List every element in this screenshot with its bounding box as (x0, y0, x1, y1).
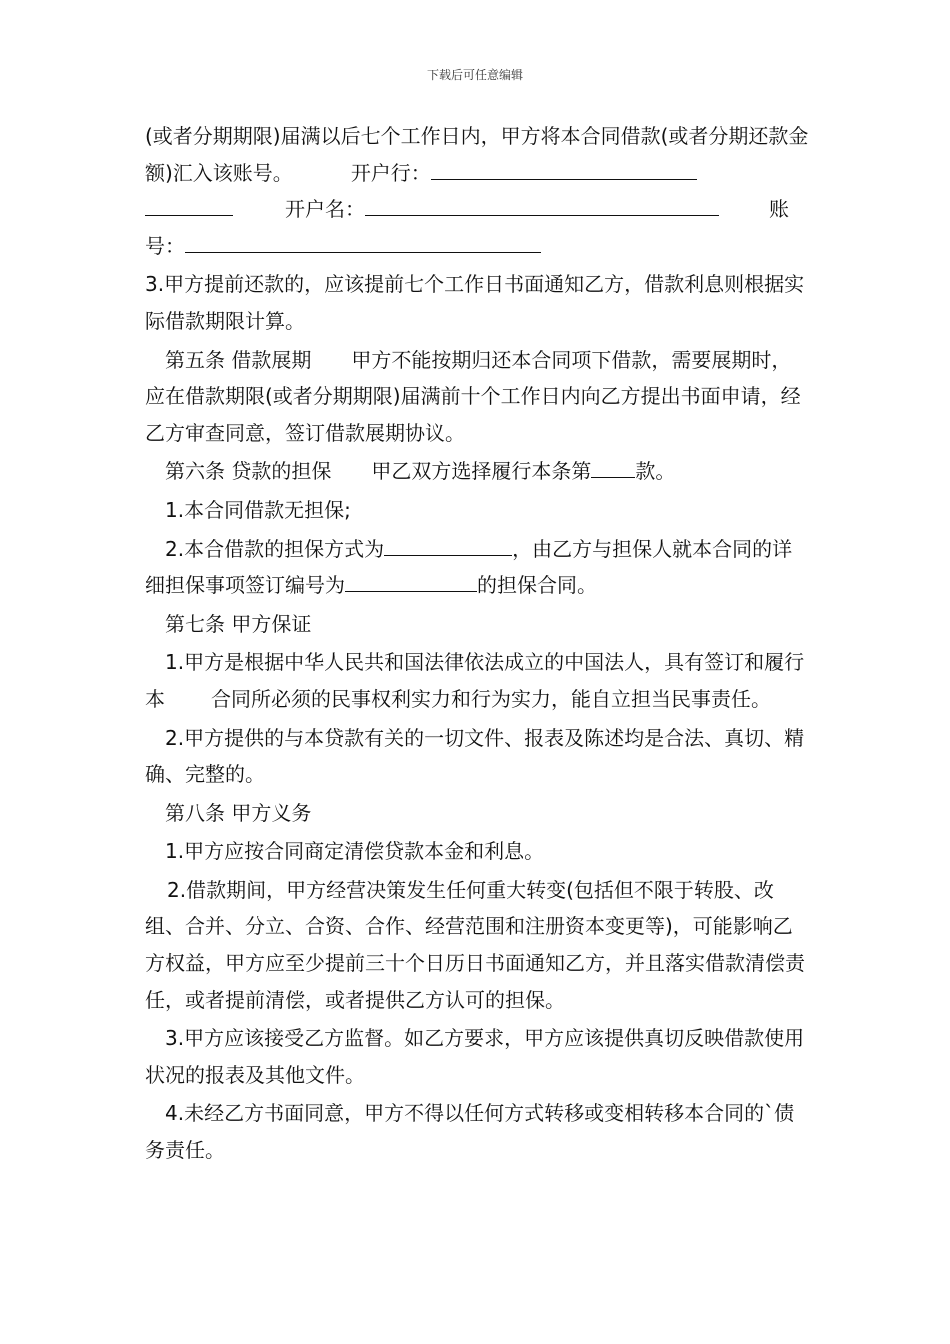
article-7-item-1-text-b: 合同所必须的民事权利实力和行为实力，能自立担当民事责任。 (211, 686, 771, 711)
bank-label: 开户行： (350, 160, 431, 185)
article-8-title-text: 第八条 甲方义务 (165, 800, 312, 825)
account-number-blank (185, 230, 541, 253)
article-5-body: 甲方不能按期归还本合同项下借款，需要展期时，应在借款期限(或者分期期限)届满前十个工作日内向乙方提出书面申请，经乙方审查同意，签订借款展期协议。 (145, 347, 801, 445)
article-6-body-b: 款。 (635, 459, 676, 484)
article-7-item-1 (145, 644, 809, 717)
article-7-title (145, 606, 809, 643)
article-6 (145, 453, 809, 490)
article-6-body-a: 甲乙双方选择履行本条第 (371, 459, 592, 484)
article-7-title-text: 第七条 甲方保证 (165, 611, 312, 636)
article-7-item-2-text: 2.甲方提供的与本贷款有关的一切文件、报表及陈述均是合法、真切、精确、完整的。 (145, 725, 805, 787)
article-8-title (145, 795, 809, 832)
document-body (145, 118, 809, 1169)
article-6-item-2-text-a: 2.本合借款的担保方式为 (165, 536, 385, 561)
article-8-item-2 (145, 872, 809, 1018)
article-6-blank (591, 455, 635, 478)
paragraph-text: (或者分期期限)届满以后七个工作日内，甲方将本合同借款(或者分期还款金额)汇入该账号。 (145, 124, 809, 185)
page-header: 下载后可任意编辑 (426, 68, 523, 82)
article-6-item-2-text-b: ，由乙方与担保人就本合同的详细担保事项签订编号为 (145, 536, 793, 598)
article-7-item-1-text-a: 1.甲方是根据中华人民共和国法律依法成立的中国法人，具有签订和履行本 (145, 650, 805, 711)
article-8-item-4-text: 4.未经乙方书面同意，甲方不得以任何方式转移或变相转移本合同的`债务责任。 (145, 1101, 795, 1163)
article-7-item-2 (145, 720, 809, 793)
paragraph-early-repayment: 3.甲方提前还款的，应该提前七个工作日书面通知乙方，借款利息则根据实际借款期限计算。 (145, 272, 805, 333)
account-number-label-b: 号： (145, 233, 185, 258)
article-5-title: 第五条 借款展期 (165, 347, 312, 372)
guarantee-contract-number-blank (345, 569, 477, 592)
guarantee-method-blank (384, 533, 512, 556)
paragraph-account-number-line (145, 228, 809, 265)
article-8-item-1 (145, 833, 809, 870)
article-8-item-3 (145, 1020, 809, 1093)
bank-blank-continued (145, 193, 233, 216)
account-number-label-a: 账 (769, 197, 789, 222)
article-6-item-2 (145, 531, 809, 604)
article-5 (145, 342, 809, 452)
article-6-item-1 (145, 492, 809, 529)
article-8-item-3-text: 3.甲方应该接受乙方监督。如乙方要求，甲方应该提供真切反映借款使用状况的报表及其他文件。 (145, 1026, 805, 1087)
article-8-item-4 (145, 1095, 809, 1168)
account-name-label: 开户名： (285, 197, 365, 222)
account-name-blank (365, 193, 719, 216)
article-6-item-1-text: 1.本合同借款无担保; (165, 497, 351, 522)
article-6-item-2-text-c: 的担保合同。 (477, 573, 597, 598)
bank-blank (431, 157, 697, 180)
article-8-item-2-text: 2.借款期间，甲方经营决策发生任何重大转变(包括但不限于转股、改组、合并、分立、合资、合作、经营范围和注册资本变更等)，可能影响乙方权益，甲方应至少提前三十个日历日书面通知乙方，并且落实借款清偿责任，或者提前清偿，或者提供乙方认可的担保。 (145, 877, 805, 1012)
article-8-item-1-text: 1.甲方应按合同商定清偿贷款本金和利息。 (165, 839, 545, 864)
article-6-title: 第六条 贷款的担保 (165, 459, 332, 484)
